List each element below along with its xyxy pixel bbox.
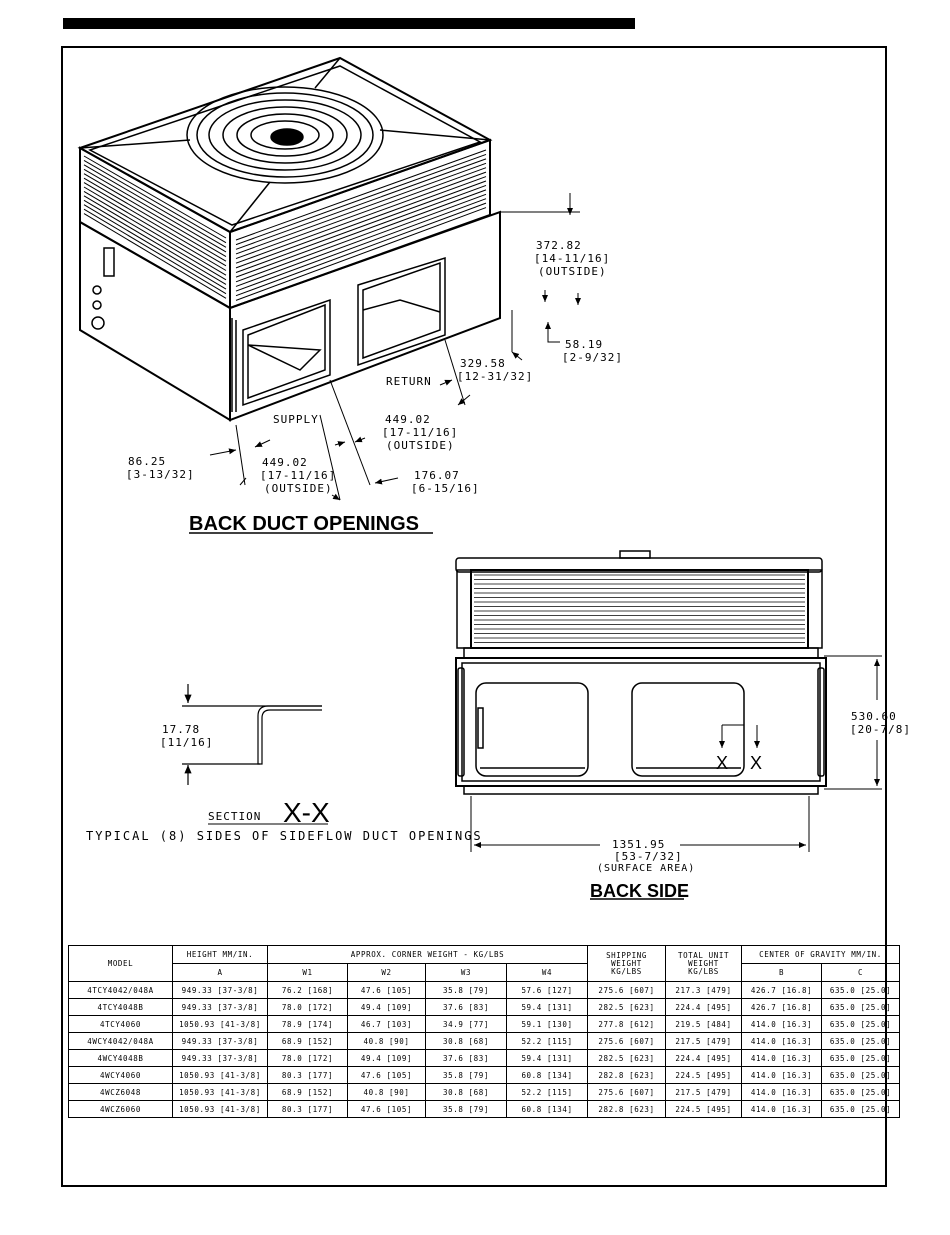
table-row xyxy=(69,1084,900,1101)
table-cell: 4WCZ6048 xyxy=(69,1084,173,1101)
table-cell: 414.0 [16.3] xyxy=(742,1084,822,1101)
back-width: 1351.95 xyxy=(612,838,666,851)
table-cell: 59.4 [131] xyxy=(507,1050,588,1067)
table-cell: 47.6 [105] xyxy=(348,1101,426,1118)
louver-line xyxy=(84,214,226,299)
table-cell: 217.5 [479] xyxy=(666,1033,742,1050)
dim-449b: 449.02 xyxy=(262,456,308,469)
table-cell: 4TCY4048B xyxy=(69,999,173,1016)
table-cell: 49.4 [109] xyxy=(348,999,426,1016)
table-cell: 635.0 [25.0] xyxy=(822,999,900,1016)
table-cell: 35.8 [79] xyxy=(426,1067,507,1084)
table-cell: 224.4 [495] xyxy=(666,1050,742,1067)
table-cell: 49.4 [109] xyxy=(348,1050,426,1067)
dim-86: 86.25 xyxy=(128,455,167,468)
louver-line xyxy=(84,174,226,257)
back-side-title: BACK SIDE xyxy=(590,881,690,901)
table-row xyxy=(69,1033,900,1050)
dim-449a-note: (OUTSIDE) xyxy=(386,439,455,452)
table-cell: 282.5 [623] xyxy=(588,999,666,1016)
table-cell: 1050.93 [41-3/8] xyxy=(173,1067,268,1084)
table-cell: 34.9 [77] xyxy=(426,1016,507,1033)
table-cell: 414.0 [16.3] xyxy=(742,1101,822,1118)
x-mark-1: X xyxy=(716,753,729,773)
table-cell: 40.8 [90] xyxy=(348,1084,426,1101)
section-dim: 17.78 xyxy=(162,723,201,736)
louver-line xyxy=(84,165,226,247)
louver-line xyxy=(84,196,226,280)
section-note: TYPICAL (8) SIDES OF SIDEFLOW DUCT OPENINGS xyxy=(86,829,483,843)
table-cell: 217.3 [479] xyxy=(666,982,742,999)
back-height-in: [20-7/8] xyxy=(850,723,911,736)
table-cell: 275.6 [607] xyxy=(588,982,666,999)
table-row xyxy=(69,999,900,1016)
table-cell: 76.2 [168] xyxy=(268,982,348,999)
table-cell: 414.0 [16.3] xyxy=(742,1050,822,1067)
table-row xyxy=(69,1050,900,1067)
table-row xyxy=(69,1016,900,1033)
section-mark: X-X xyxy=(283,797,330,828)
table-cell: 282.5 [623] xyxy=(588,1050,666,1067)
table-cell: 635.0 [25.0] xyxy=(822,1016,900,1033)
table-cell: 59.1 [130] xyxy=(507,1016,588,1033)
dim-449a-in: [17-11/16] xyxy=(382,426,459,439)
table-cell: 635.0 [25.0] xyxy=(822,1067,900,1084)
table-cell: 1050.93 [41-3/8] xyxy=(173,1101,268,1118)
table-cell: 635.0 [25.0] xyxy=(822,1084,900,1101)
header-model: MODEL xyxy=(69,946,173,982)
table-cell: 60.8 [134] xyxy=(507,1067,588,1084)
table-cell: 224.5 [495] xyxy=(666,1101,742,1118)
table-cell: 80.3 [177] xyxy=(268,1067,348,1084)
table-cell: 46.7 [103] xyxy=(348,1016,426,1033)
dim-329: 329.58 xyxy=(460,357,506,370)
table-row xyxy=(69,1101,900,1118)
dim-449a: 449.02 xyxy=(385,413,431,426)
back-louver-lines xyxy=(474,575,805,643)
dim-58-in: [2-9/32] xyxy=(562,351,623,364)
louver-lines xyxy=(84,150,486,300)
back-height: 530.60 xyxy=(851,710,897,723)
table-cell: 275.6 [607] xyxy=(588,1084,666,1101)
table-cell: 414.0 [16.3] xyxy=(742,1067,822,1084)
table-cell: 59.4 [131] xyxy=(507,999,588,1016)
louver-line xyxy=(84,160,226,242)
table-cell: 4WCY4048B xyxy=(69,1050,173,1067)
dim-176-in: [6-15/16] xyxy=(411,482,480,495)
header-height: HEIGHT MM/IN. xyxy=(173,946,268,964)
table-cell: 40.8 [90] xyxy=(348,1033,426,1050)
header-cog: CENTER OF GRAVITY MM/IN. xyxy=(742,946,900,964)
header-corner-weight: APPROX. CORNER WEIGHT - KG/LBS xyxy=(268,946,588,964)
back-side-view xyxy=(456,551,826,794)
table-cell: 52.2 [115] xyxy=(507,1084,588,1101)
table-cell: 78.0 [172] xyxy=(268,999,348,1016)
dim-176: 176.07 xyxy=(414,469,460,482)
table-cell: 224.5 [495] xyxy=(666,1067,742,1084)
table-cell: 80.3 [177] xyxy=(268,1101,348,1118)
weights-table xyxy=(68,945,900,1118)
table-cell: 282.8 [623] xyxy=(588,1067,666,1084)
table-cell: 78.0 [172] xyxy=(268,1050,348,1067)
table-cell: 635.0 [25.0] xyxy=(822,1101,900,1118)
louver-line xyxy=(84,209,226,294)
table-cell: 4TCY4042/048A xyxy=(69,982,173,999)
table-cell: 4TCY4060 xyxy=(69,1016,173,1033)
header-total: TOTAL UNIT WEIGHT KG/LBS xyxy=(666,946,742,982)
table-cell: 60.8 [134] xyxy=(507,1101,588,1118)
table-cell: 217.5 [479] xyxy=(666,1084,742,1101)
table-cell: 635.0 [25.0] xyxy=(822,1050,900,1067)
dim-86-in: [3-13/32] xyxy=(126,468,195,481)
table-cell: 426.7 [16.8] xyxy=(742,999,822,1016)
table-cell: 47.6 [105] xyxy=(348,982,426,999)
back-width-in: [53-7/32] xyxy=(614,850,683,863)
table-cell: 414.0 [16.3] xyxy=(742,1033,822,1050)
header-w2: W2 xyxy=(348,964,426,982)
table-cell: 78.9 [174] xyxy=(268,1016,348,1033)
header-b: B xyxy=(742,964,822,982)
louver-line xyxy=(84,156,226,238)
table-cell: 47.6 [105] xyxy=(348,1067,426,1084)
return-label: RETURN xyxy=(386,375,432,388)
table-cell: 282.8 [623] xyxy=(588,1101,666,1118)
header-w1: W1 xyxy=(268,964,348,982)
table-cell: 949.33 [37-3/8] xyxy=(173,982,268,999)
louver-line xyxy=(84,200,226,284)
table-cell: 4WCY4060 xyxy=(69,1067,173,1084)
table-cell: 635.0 [25.0] xyxy=(822,982,900,999)
section-dim-in: [11/16] xyxy=(160,736,214,749)
table-cell: 219.5 [484] xyxy=(666,1016,742,1033)
table-cell: 1050.93 [41-3/8] xyxy=(173,1084,268,1101)
table-cell: 4WCY4042/048A xyxy=(69,1033,173,1050)
table-cell: 37.6 [83] xyxy=(426,1050,507,1067)
table-cell: 414.0 [16.3] xyxy=(742,1016,822,1033)
dim-372-note: (OUTSIDE) xyxy=(538,265,607,278)
table-cell: 35.8 [79] xyxy=(426,982,507,999)
dim-449b-in: [17-11/16] xyxy=(260,469,337,482)
table-cell: 35.8 [79] xyxy=(426,1101,507,1118)
dim-372-in: [14-11/16] xyxy=(534,252,611,265)
section-word: SECTION xyxy=(208,810,262,823)
table-cell: 224.4 [495] xyxy=(666,999,742,1016)
back-duct-title: BACK DUCT OPENINGS xyxy=(189,513,420,535)
table-cell: 949.33 [37-3/8] xyxy=(173,1050,268,1067)
dim-449b-note: (OUTSIDE) xyxy=(264,482,333,495)
table-cell: 275.6 [607] xyxy=(588,1033,666,1050)
table-cell: 949.33 [37-3/8] xyxy=(173,999,268,1016)
section-xx-detail xyxy=(182,684,322,785)
header-w4: W4 xyxy=(507,964,588,982)
supply-label: SUPPLY xyxy=(273,413,319,426)
dim-329-in: [12-31/32] xyxy=(457,370,534,383)
back-width-note: (SURFACE AREA) xyxy=(597,863,696,874)
header-shipping: SHIPPING WEIGHT KG/LBS xyxy=(588,946,666,982)
table-cell: 949.33 [37-3/8] xyxy=(173,1033,268,1050)
table-cell: 277.8 [612] xyxy=(588,1016,666,1033)
table-cell: 30.8 [68] xyxy=(426,1084,507,1101)
header-c: C xyxy=(822,964,900,982)
table-row xyxy=(69,1067,900,1084)
table-row xyxy=(69,982,900,999)
table-cell: 1050.93 [41-3/8] xyxy=(173,1016,268,1033)
header-w3: W3 xyxy=(426,964,507,982)
table-cell: 68.9 [152] xyxy=(268,1084,348,1101)
table-cell: 57.6 [127] xyxy=(507,982,588,999)
dim-58: 58.19 xyxy=(565,338,604,351)
table-cell: 68.9 [152] xyxy=(268,1033,348,1050)
dim-372: 372.82 xyxy=(536,239,582,252)
table-cell: 4WCZ6060 xyxy=(69,1101,173,1118)
louver-line xyxy=(84,183,226,266)
table-cell: 635.0 [25.0] xyxy=(822,1033,900,1050)
louver-line xyxy=(84,191,226,275)
header-a: A xyxy=(173,964,268,982)
table-cell: 30.8 [68] xyxy=(426,1033,507,1050)
x-mark-2: X xyxy=(750,753,763,773)
louver-line xyxy=(84,187,226,271)
table-cell: 52.2 [115] xyxy=(507,1033,588,1050)
table-cell: 37.6 [83] xyxy=(426,999,507,1016)
table-cell: 426.7 [16.8] xyxy=(742,982,822,999)
